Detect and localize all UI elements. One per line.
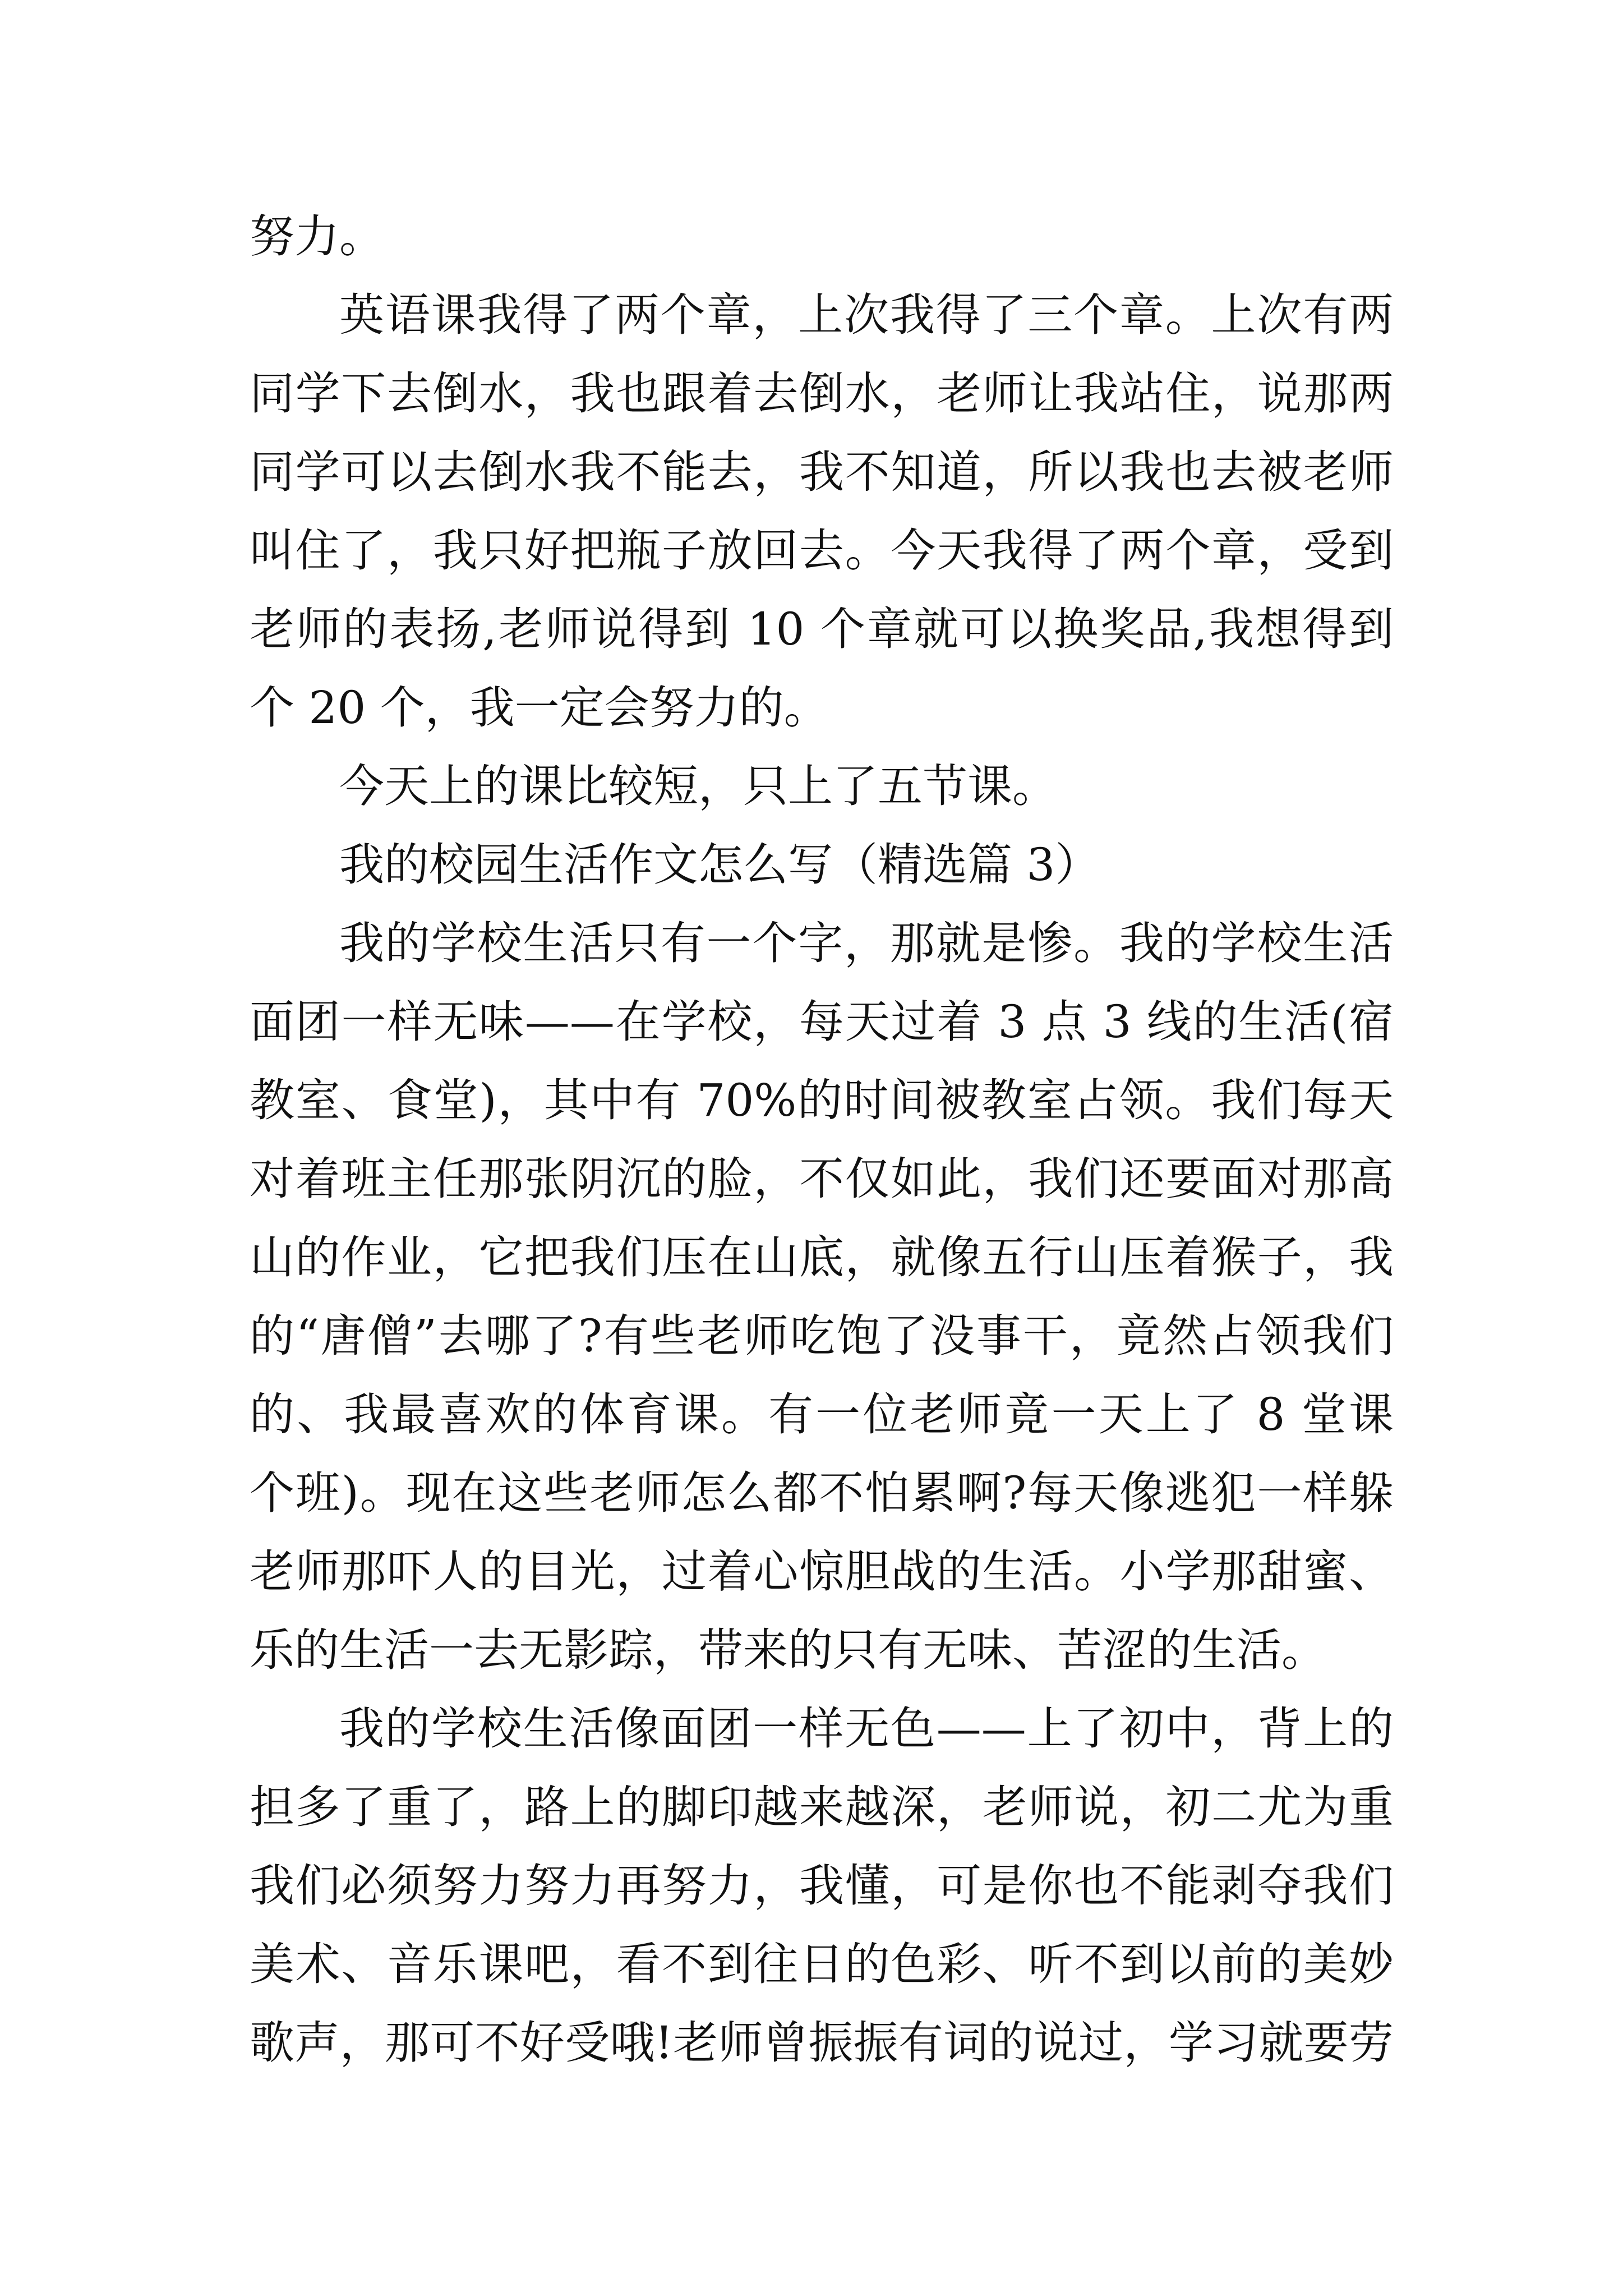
- text-line: 担多了重了，路上的脚印越来越深，老师说，初二尤为重: [250, 1781, 1394, 1833]
- text-line: 个班)。现在这些老师怎么都不怕累啊?每天像逃犯一样躲: [250, 1467, 1394, 1519]
- text-line: 美术、音乐课吧，看不到往日的色彩、听不到以前的美妙: [250, 1938, 1394, 1990]
- paragraph-first-line: 英语课我得了两个章，上次我得了三个章。上次有两: [339, 289, 1394, 341]
- text-line: 叫住了，我只好把瓶子放回去。今天我得了两个章，受到: [250, 524, 1394, 577]
- text-line: 乐的生活一去无影踪，带来的只有无味、苦涩的生活。: [250, 1624, 1326, 1676]
- text-line: 山的作业，它把我们压在山底，就像五行山压着猴子，我: [250, 1231, 1394, 1283]
- text-line: 歌声，那可不好受哦!老师曾振振有词的说过，学习就要劳: [250, 2017, 1394, 2069]
- text-line: 的“唐僧”去哪了?有些老师吃饱了没事干，竟然占领我们: [250, 1310, 1394, 1362]
- section-heading: 我的校园生活作文怎么写（精选篇 3）: [339, 839, 1100, 891]
- text-line: 同学下去倒水，我也跟着去倒水，老师让我站住，说那两: [250, 367, 1394, 420]
- document-body: [250, 197, 1394, 2082]
- text-line: 教室、食堂)，其中有 70%的时间被教室占领。我们每天: [250, 1074, 1394, 1126]
- text-line: 对着班主任那张阴沉的脸，不仅如此，我们还要面对那高: [250, 1153, 1394, 1205]
- paragraph-first-line: 今天上的课比较短，只上了五节课。: [339, 760, 1057, 812]
- paragraph-first-line: 我的学校生活像面团一样无色——上了初中，背上的: [339, 1703, 1394, 1755]
- text-line: 面团一样无味——在学校，每天过着 3 点 3 线的生活(宿: [250, 996, 1394, 1048]
- text-line: 努力。: [250, 210, 384, 263]
- text-line: 的、我最喜欢的体育课。有一位老师竟一天上了 8 堂课: [250, 1388, 1394, 1441]
- paragraph-first-line: 我的学校生活只有一个字，那就是惨。我的学校生活: [339, 917, 1394, 969]
- text-line: 老师的表扬,老师说得到 10 个章就可以换奖品,我想得到: [250, 603, 1394, 655]
- text-line: 我们必须努力努力再努力，我懂，可是你也不能剥夺我们: [250, 1860, 1394, 1912]
- text-line: 老师那吓人的目光，过着心惊胆战的生活。小学那甜蜜、: [250, 1545, 1394, 1598]
- text-line: 同学可以去倒水我不能去，我不知道，所以我也去被老师: [250, 446, 1394, 498]
- text-line: 个 20 个，我一定会努力的。: [250, 682, 829, 734]
